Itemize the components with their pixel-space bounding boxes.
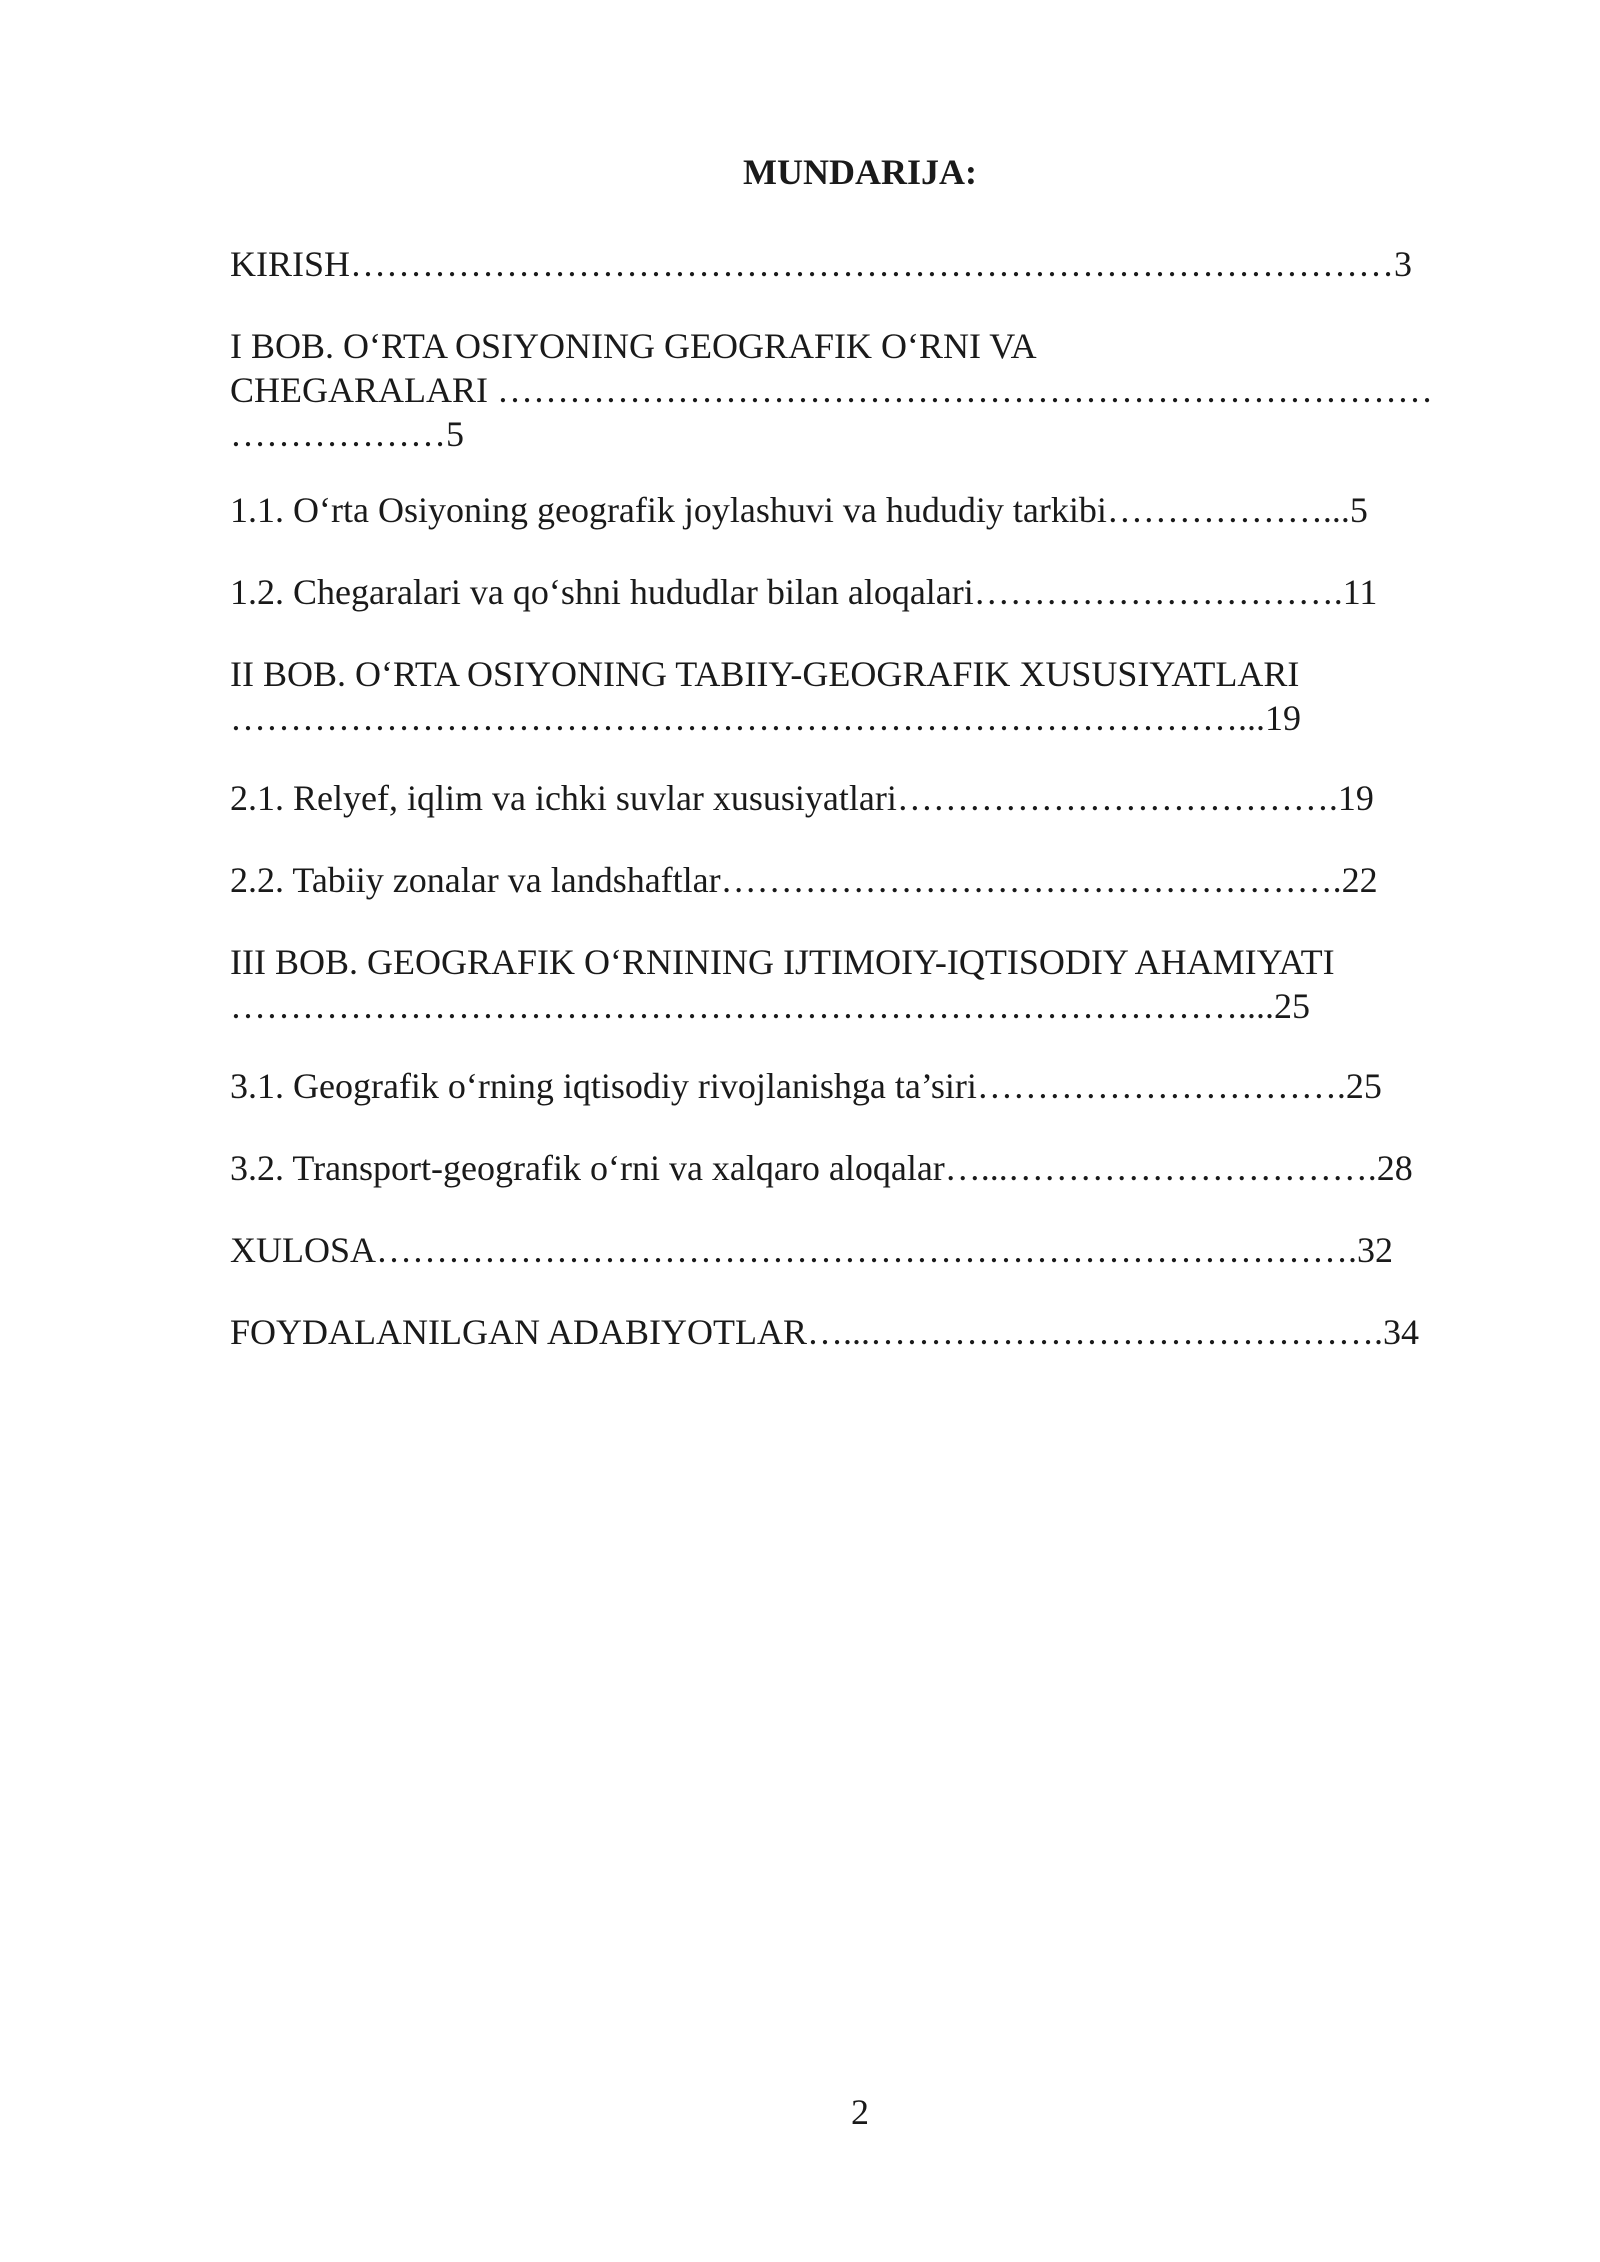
toc-line: 1.1. O‘rta Osiyoning geografik joylashuvi va hududiy tarkibi………………...5 xyxy=(230,490,1368,530)
toc-line: FOYDALANILGAN ADABIYOTLAR…...…………………………………….34 xyxy=(230,1312,1419,1352)
page-number: 2 xyxy=(851,2092,869,2132)
toc-entry-chapter-1 xyxy=(230,324,1433,456)
toc-line: KIRISH……………………………………………………………………………3 xyxy=(230,244,1413,284)
toc-line: CHEGARALARI …………………………………………………………………… xyxy=(230,370,1433,410)
toc-line: ………………5 xyxy=(230,414,464,454)
toc-entry-references xyxy=(230,1310,1419,1354)
toc-entry-2-1 xyxy=(230,776,1374,820)
toc-line: 3.1. Geografik o‘rning iqtisodiy rivojlanishga ta’siri………………………….25 xyxy=(230,1066,1382,1106)
page-title: MUNDARIJA: xyxy=(743,152,977,192)
toc-line: …………………………………………………………………………....25 xyxy=(230,986,1310,1026)
toc-line: 2.1. Relyef, iqlim va ichki suvlar xususiyatlari……………………………….19 xyxy=(230,778,1374,818)
toc-entry-2-2 xyxy=(230,858,1378,902)
toc-entry-3-2 xyxy=(230,1146,1413,1190)
toc-line: XULOSA……………………………………………………………………….32 xyxy=(230,1230,1394,1270)
toc-line: …………………………………………………………………………...19 xyxy=(230,698,1301,738)
toc-entry-xulosa xyxy=(230,1228,1393,1272)
toc-entry-chapter-2 xyxy=(230,652,1301,740)
toc-line: 2.2. Tabiiy zonalar va landshaftlar…………………………………………….22 xyxy=(230,860,1378,900)
toc-line: II BOB. O‘RTA OSIYONING TABIIY-GEOGRAFIK XUSUSIYATLARI xyxy=(230,654,1300,694)
toc-entry-1-1 xyxy=(230,488,1368,532)
toc-entry-kirish xyxy=(230,242,1412,286)
toc-entry-chapter-3 xyxy=(230,940,1335,1028)
toc-line: III BOB. GEOGRAFIK O‘RNINING IJTIMOIY-IQTISODIY AHAMIYATI xyxy=(230,942,1335,982)
toc-entry-1-2 xyxy=(230,570,1377,614)
toc-line: 3.2. Transport-geografik o‘rni va xalqaro aloqalar…...………………………….28 xyxy=(230,1148,1413,1188)
toc-entry-3-1 xyxy=(230,1064,1382,1108)
toc-line: I BOB. O‘RTA OSIYONING GEOGRAFIK O‘RNI VA xyxy=(230,326,1037,366)
toc-line: 1.2. Chegaralari va qo‘shni hududlar bilan aloqalari………………………….11 xyxy=(230,572,1378,612)
